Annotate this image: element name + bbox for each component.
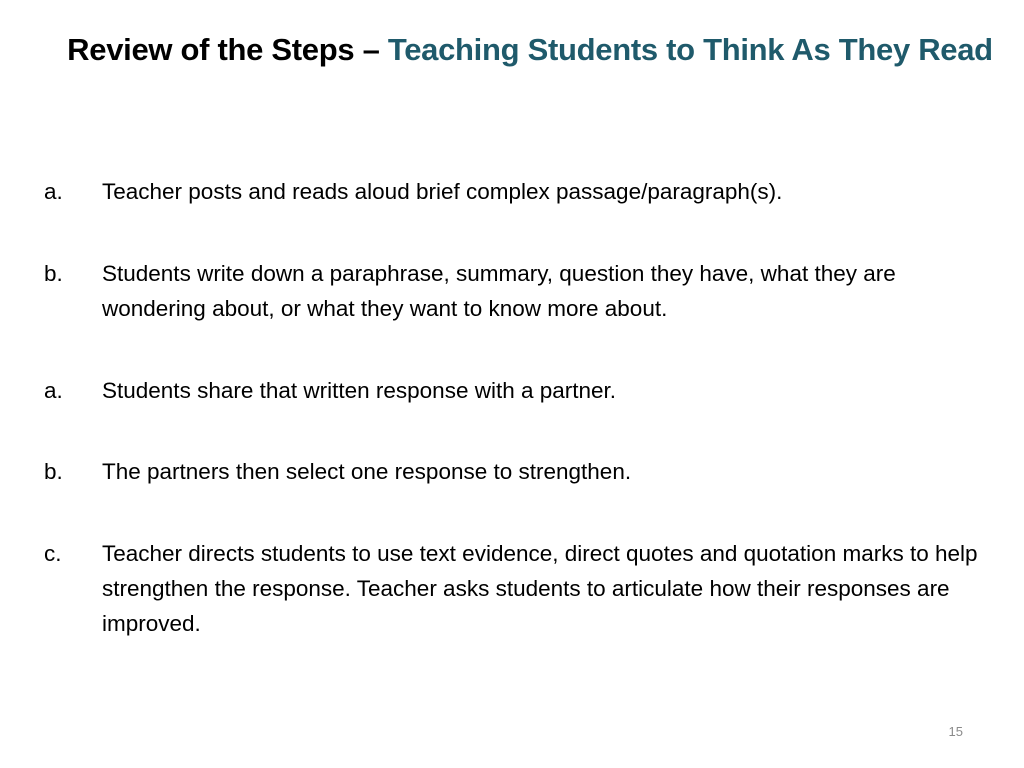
list-item-text: The partners then select one response to strengthen. bbox=[102, 459, 632, 484]
list-item-text: Teacher posts and reads aloud brief complex passage/paragraph(s). bbox=[102, 179, 783, 204]
list-item-marker: a. bbox=[44, 378, 63, 403]
list-item bbox=[44, 454, 984, 489]
list-item bbox=[44, 373, 984, 408]
list-item-text: Students write down a paraphrase, summary, question they have, what they are wondering about, or what they want to know more about. bbox=[102, 261, 896, 321]
list-item-marker: a. bbox=[44, 179, 63, 204]
list-item-marker: b. bbox=[44, 459, 63, 484]
list-item-text: Students share that written response with a partner. bbox=[102, 378, 617, 403]
list-item bbox=[44, 256, 984, 326]
list-item-marker: b. bbox=[44, 261, 63, 286]
list-item-text: Teacher directs students to use text evidence, direct quotes and quotation marks to help strengthen the response. Teacher asks students to articulate how their responses are improved. bbox=[102, 541, 978, 636]
slide-title-prefix: Review of the Steps – bbox=[67, 32, 388, 67]
list-item-marker: c. bbox=[44, 541, 62, 566]
page-number: 15 bbox=[948, 724, 963, 739]
slide-title-accent: Teaching Students to Think As They Read bbox=[387, 32, 993, 67]
steps-list bbox=[44, 174, 984, 688]
slide-title bbox=[60, 26, 1000, 73]
list-item bbox=[44, 536, 984, 641]
list-item bbox=[44, 174, 984, 209]
